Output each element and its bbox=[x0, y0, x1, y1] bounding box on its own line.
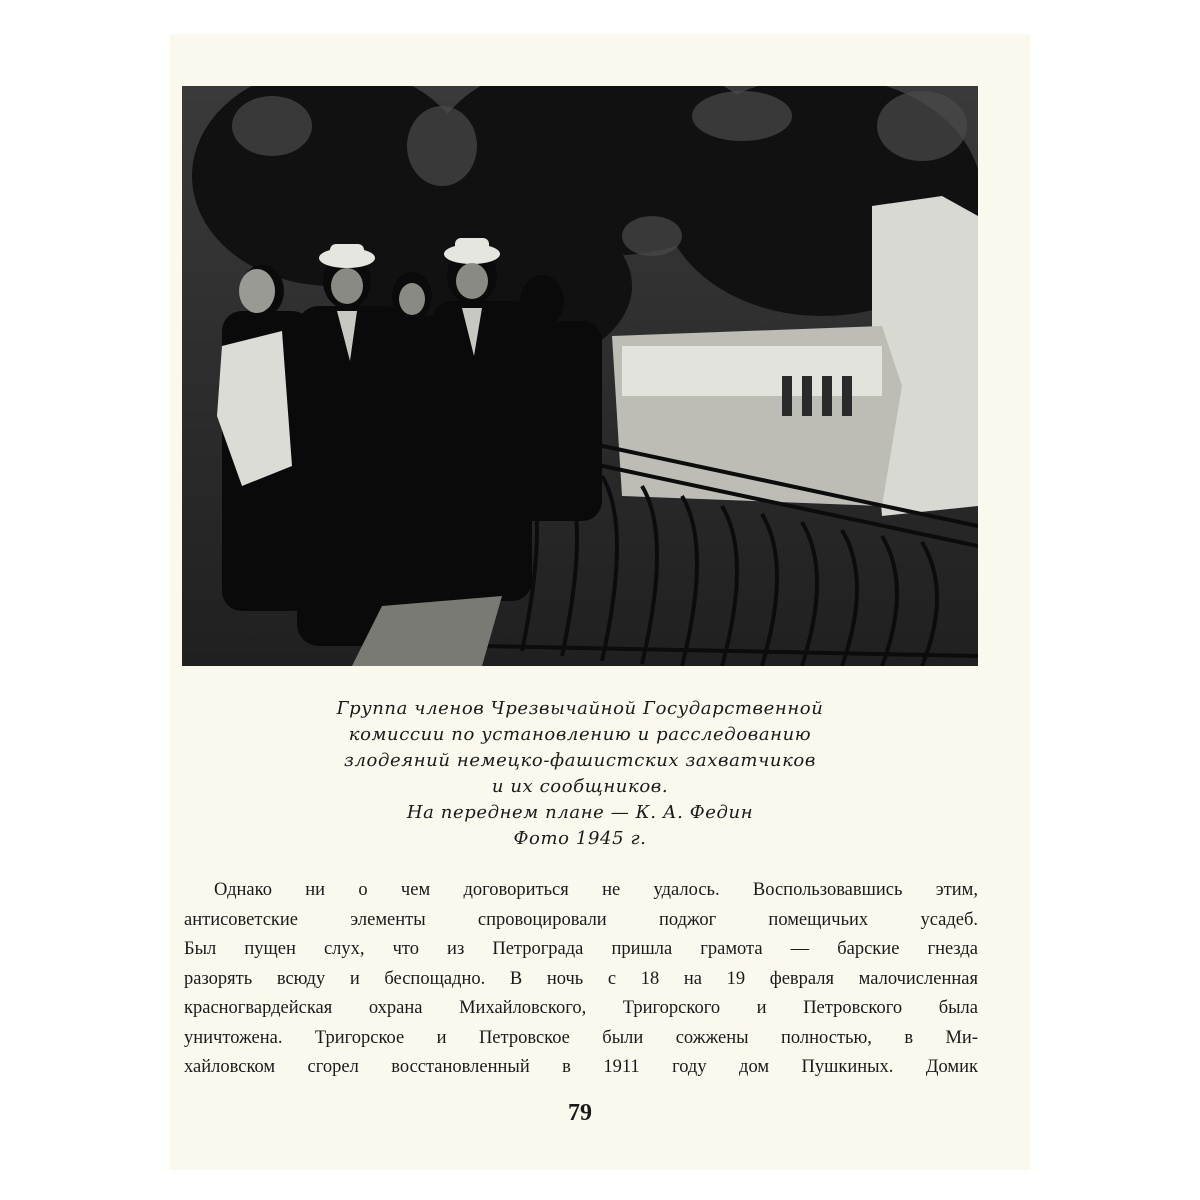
body-paragraph bbox=[184, 876, 978, 1083]
text-line: Однако ни о чем договориться не удалось. Воспользовавшись этим, bbox=[214, 880, 978, 900]
text-line: уничтожена. Тригорское и Петровское были сожжены полностью, в Ми- bbox=[184, 1027, 978, 1048]
photo-caption bbox=[230, 696, 930, 852]
book-page bbox=[170, 34, 1030, 1170]
caption-line: На переднем плане — К. А. Федин bbox=[406, 802, 754, 823]
caption-line: и их сообщников. bbox=[491, 776, 669, 797]
text-line: антисоветские элементы спровоцировали поджог помещичьих усадеб. bbox=[184, 909, 978, 930]
page-number: 79 bbox=[568, 1100, 592, 1126]
text-line: хайловском сгорел восстановленный в 1911 году дом Пушкиных. Домик bbox=[184, 1057, 978, 1077]
caption-line: Фото 1945 г. bbox=[513, 828, 647, 849]
caption-line: Группа членов Чрезвычайной Государственной bbox=[336, 698, 824, 719]
text-line: красногвардейская охрана Михайловского, Тригорского и Петровского была bbox=[184, 998, 978, 1018]
text-line: разорять всюду и беспощадно. В ночь с 18 на 19 февраля малочисленная bbox=[184, 968, 978, 989]
caption-line: злодеяний немецко-фашистских захватчиков bbox=[344, 750, 816, 771]
photograph-icon bbox=[182, 86, 978, 666]
text-line: Был пущен слух, что из Петрограда пришла грамота — барские гнезда bbox=[184, 939, 978, 959]
caption-line: комиссии по установлению и расследованию bbox=[348, 724, 812, 745]
historical-photograph bbox=[182, 86, 978, 666]
